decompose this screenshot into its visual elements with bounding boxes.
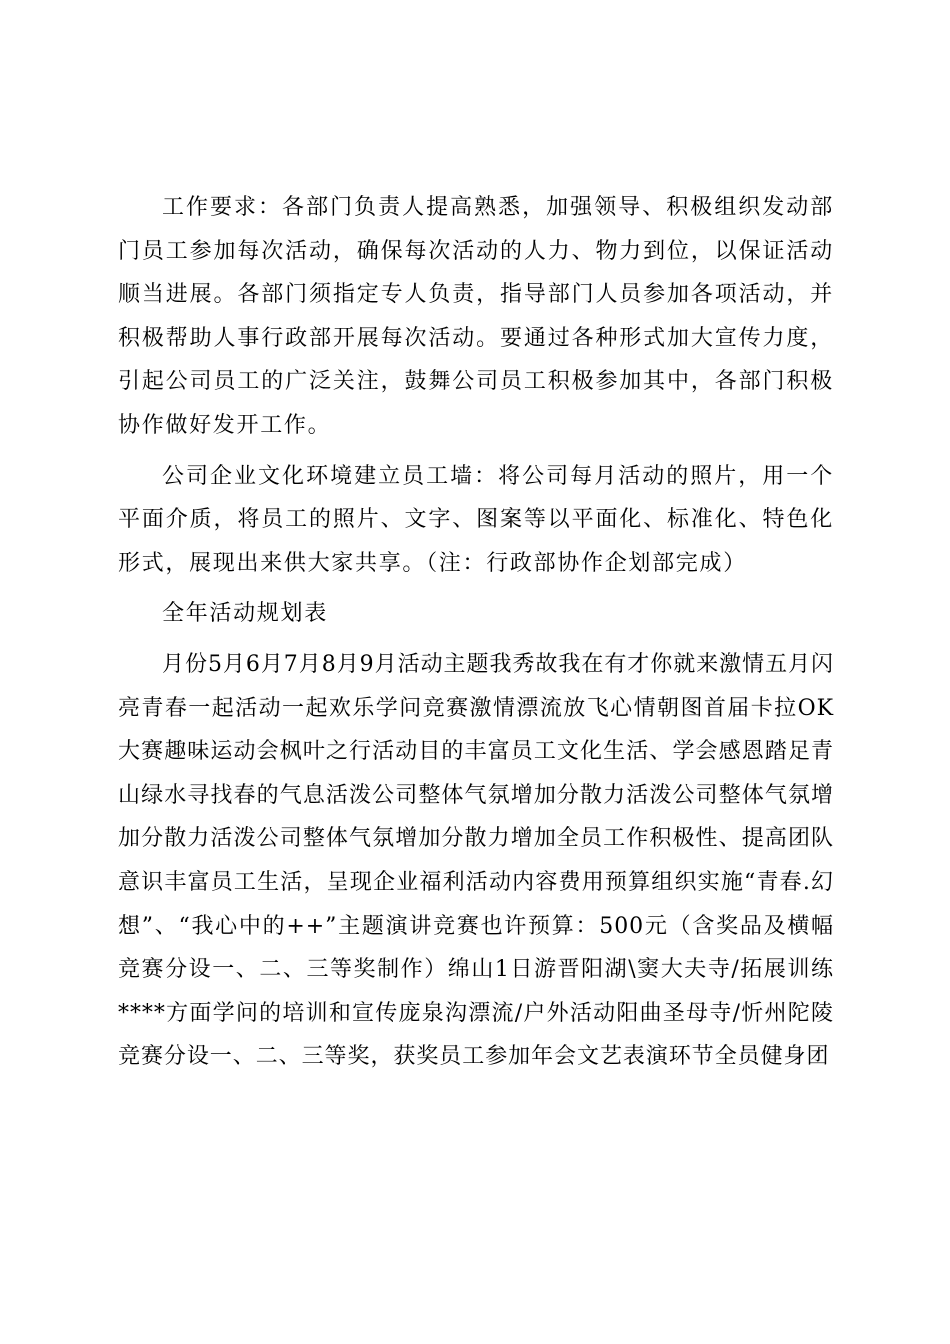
paragraph-work-requirements: 工作要求：各部门负责人提高熟悉，加强领导、积极组织发动部门员工参加每次活动，确保每次活动的人力、物力到位，以保证活动顺当进展。各部门须指定专人负责，指导部门人员参加各项活动，并积极帮助人事行政部开展每次活动。要通过各种形式加大宣传力度，引起公司员工的广泛关注，鼓舞公司员工积极参加其中，各部门积极协作做好发开工作。	[118, 195, 834, 438]
document-body	[118, 186, 834, 1079]
paragraph-plan-table-content: 月份5月6月7月8月9月活动主题我秀故我在有才你就来激情五月闪亮青春一起活动一起欢乐学问竞赛激情漂流放飞心情朝图首届卡拉OK大赛趣味运动会枫叶之行活动目的丰富员工文化生活、学会感恩踏足青山绿水寻找春的气息活泼公司整体气氛增加分散力活泼公司整体气氛增加分散力活泼公司整体气氛增加分散力增加全员工作积极性、提高团队意识丰富员工生活，呈现企业福利活动内容费用预算组织实施“青春.幻想”、“我心中的++”主题演讲竞赛也许预算：500元（含奖品及横幅竞赛分设一、二、三等奖制作）绵山1日游晋阳湖\窦大夫寺/拓展训练****方面学问的培训和宣传庞泉沟漂流/户外活动阳曲圣母寺/忻州陀陵竞赛分设一、二、三等奖，获奖员工参加年会文艺表演环节全员健身团	[118, 651, 834, 1070]
paragraph-employee-wall: 公司企业文化环境建立员工墙：将公司每月活动的照片，用一个平面介质，将员工的照片、文字、图案等以平面化、标准化、特色化形式，展现出来供大家共享。（注：行政部协作企划部完成）	[118, 463, 834, 576]
paragraph-plan-table-title: 全年活动规划表	[162, 601, 328, 627]
